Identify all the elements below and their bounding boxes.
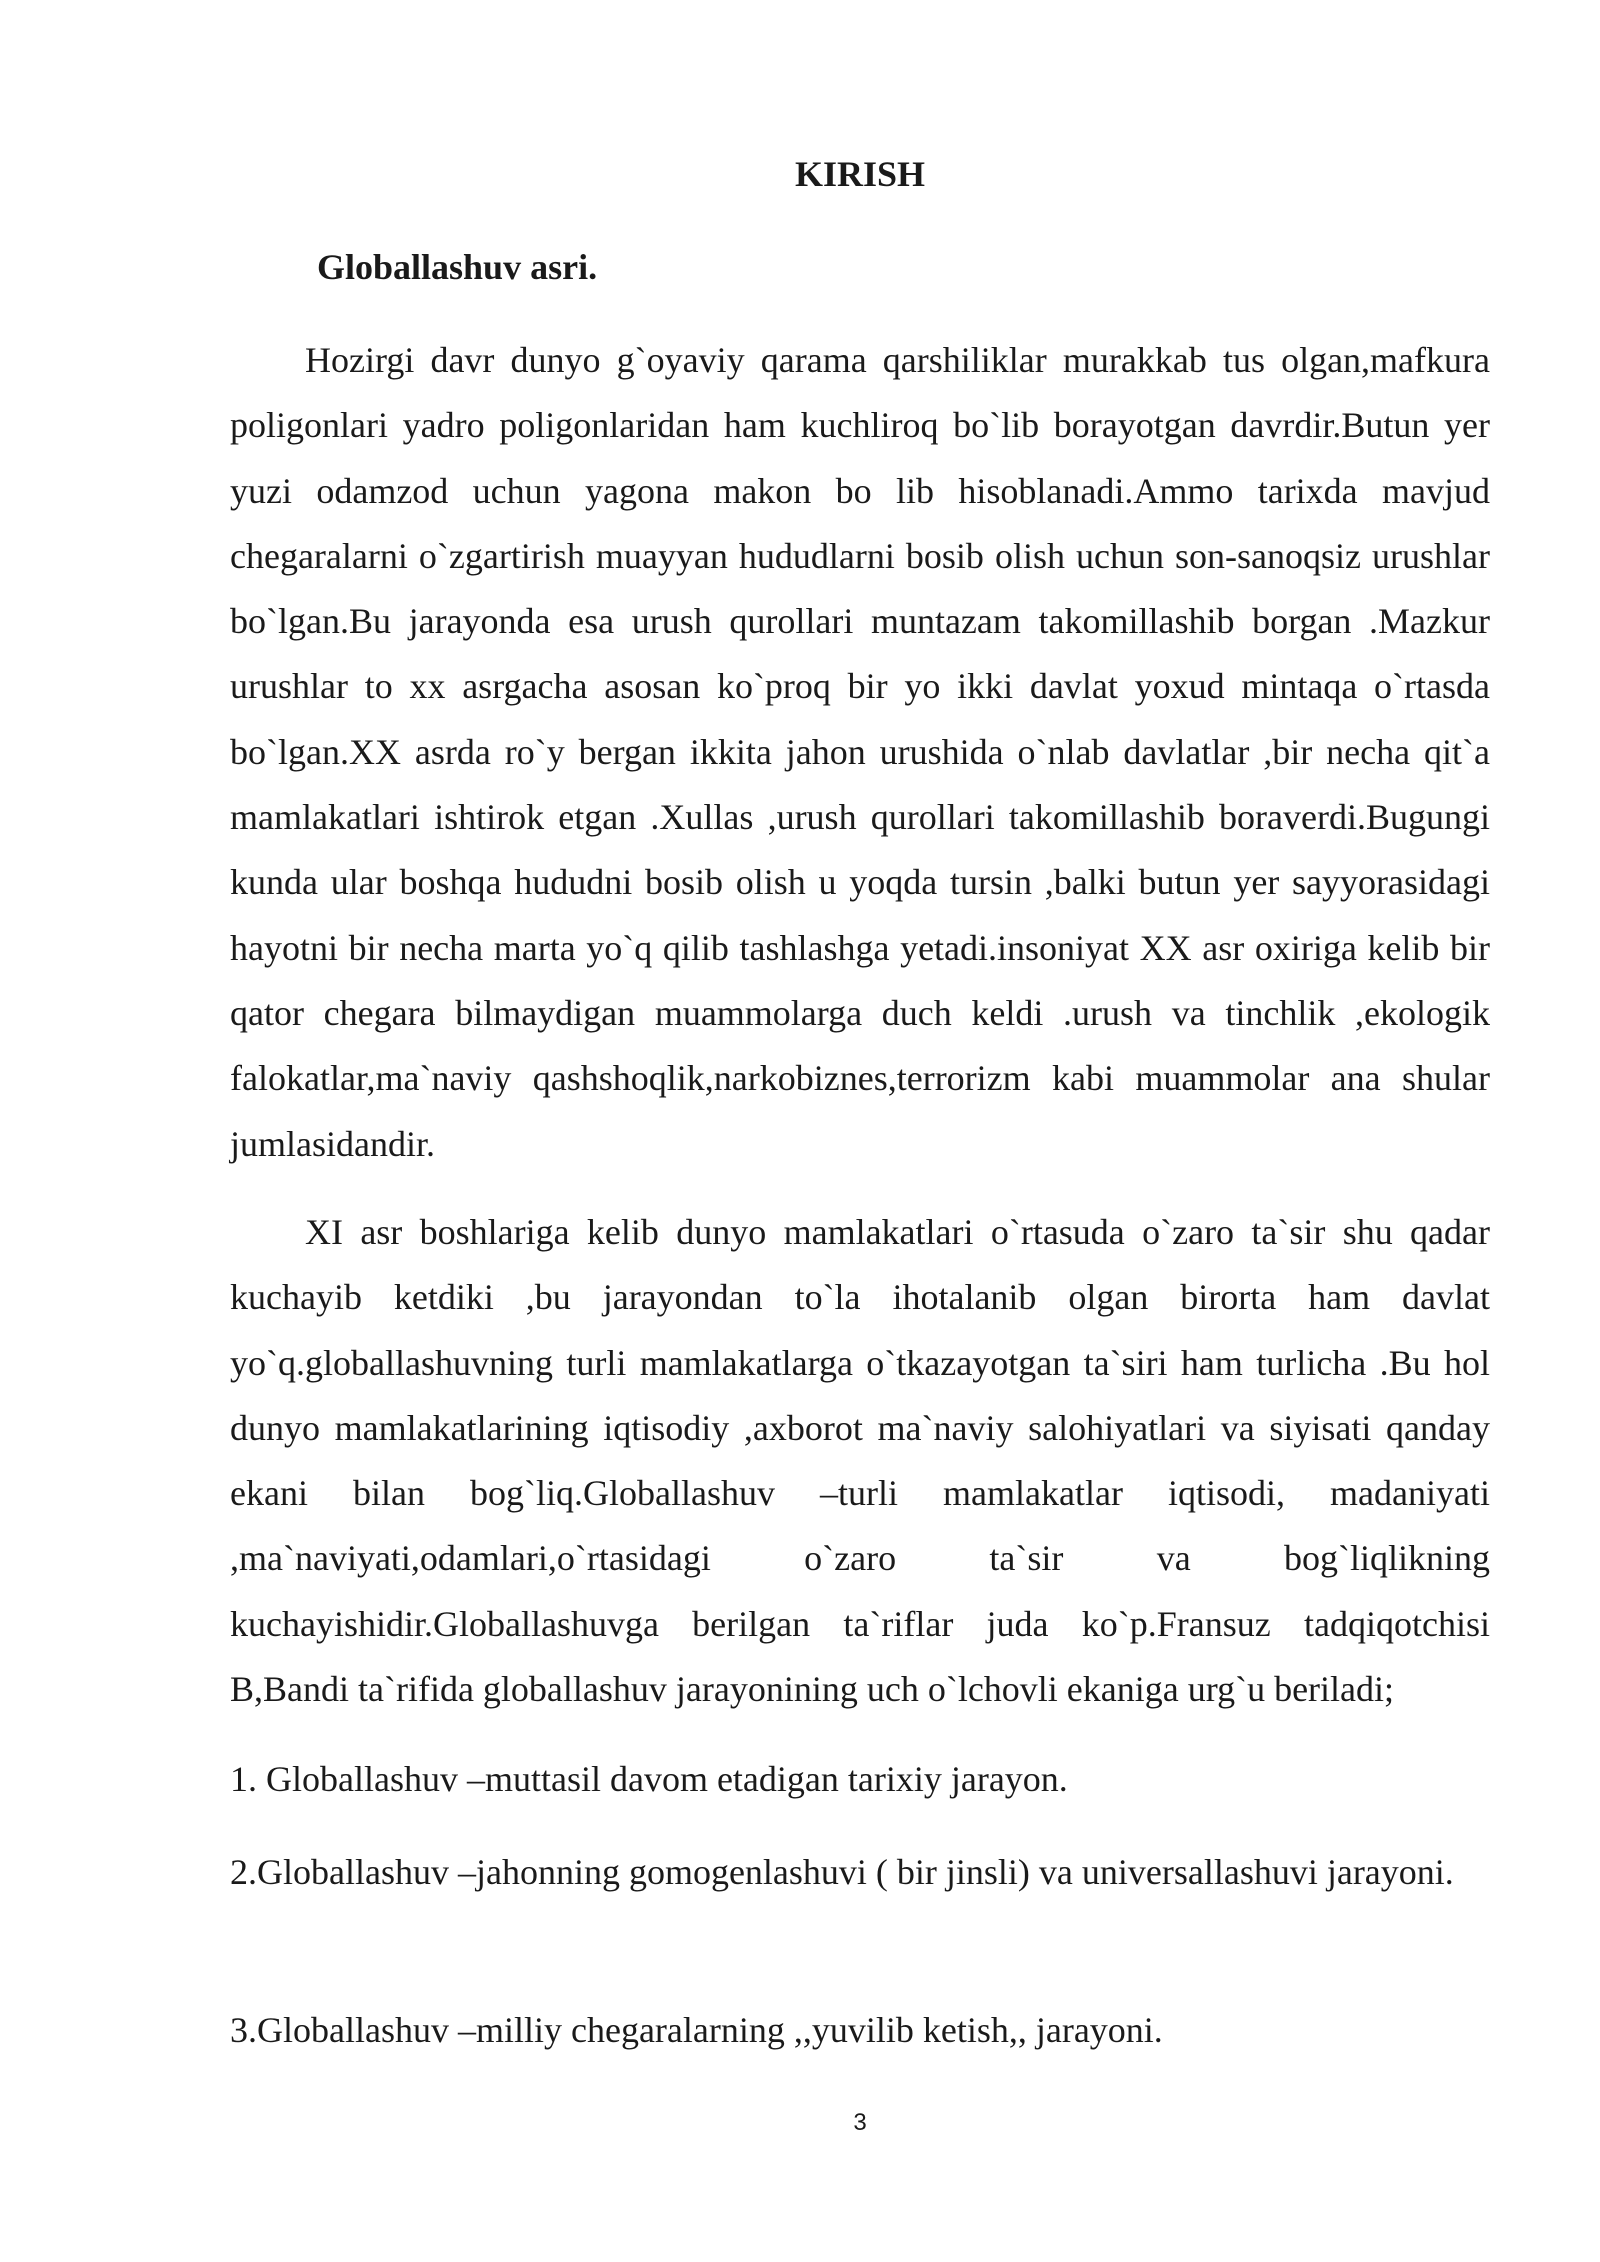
paragraph-1: Hozirgi davr dunyo g`oyaviy qarama qarshiliklar murakkab tus olgan,mafkura poligonlari yadro poligonlaridan ham kuchliroq bo`lib borayotgan davrdir.Butun yer yuzi odamzod uchun yagona makon bo lib hisoblanadi.Ammo tarixda mavjud chegaralarni o`zgartirish muayyan hududlarni bosib olish uchun son-sanoqsiz urushlar bo`lgan.Bu jarayonda esa urush qurollari muntazam takomillashib borgan .Mazkur urushlar to xx asrgacha asosan ko`proq bir yo ikki davlat yoxud mintaqa o`rtasda bo`lgan.XX asrda ro`y bergan ikkita jahon urushida o`nlab davlatlar ,bir necha qit`a mamlakatlari ishtirok etgan .Xullas ,urush qurollari takomillashib boraverdi.Bugungi kunda ular boshqa hududni bosib olish u yoqda tursin ,balki butun yer sayyorasidagi hayotni bir necha marta yo`q qilib tashlashga yetadi.insoniyat XX asr oxiriga kelib bir qator chegara bilmaydigan muammolarga duch keldi .urush va tinchlik ,ekologik falokatlar,ma`naviy qashshoqlik,narkobiznes,terrorizm kabi muammolar ana shular jumlasidandir.	[230, 340, 1490, 1164]
section-subtitle: Globallashuv asri.	[317, 247, 598, 287]
list-item-1: 1. Globallashuv –muttasil davom etadigan tarixiy jarayon.	[230, 1759, 1068, 1799]
page-number: 3	[853, 2109, 867, 2136]
paragraph-2: XI asr boshlariga kelib dunyo mamlakatlari o`rtasuda o`zaro ta`sir shu qadar kuchayib ketdiki ,bu jarayondan to`la ihotalanib olgan birorta ham davlat yo`q.globallashuvning turli mamlakatlarga o`tkazayotgan ta`siri ham turlicha .Bu hol dunyo mamlakatlarining iqtisodiy ,axborot ma`naviy salohiyatlari va siyisati qanday ekani bilan bog`liq.Globallashuv –turli mamlakatlar iqtisodi, madaniyati ,ma`naviyati,odamlari,o`rtasidagi o`zaro ta`sir va bog`liqlikning kuchayishidir.Globallashuvga berilgan ta`riflar juda ko`p.Fransuz tadqiqotchisi B,Bandi ta`rifida globallashuv jarayonining uch o`lchovli ekaniga urg`u beriladi;	[230, 1212, 1490, 1710]
list-item-2: 2.Globallashuv –jahonning gomogenlashuvi ( bir jinsli) va universallashuvi jarayoni.	[230, 1852, 1454, 1892]
page-title: KIRISH	[794, 154, 926, 194]
list-item-3: 3.Globallashuv –milliy chegaralarning ,,yuvilib ketish,, jarayoni.	[230, 2010, 1163, 2050]
